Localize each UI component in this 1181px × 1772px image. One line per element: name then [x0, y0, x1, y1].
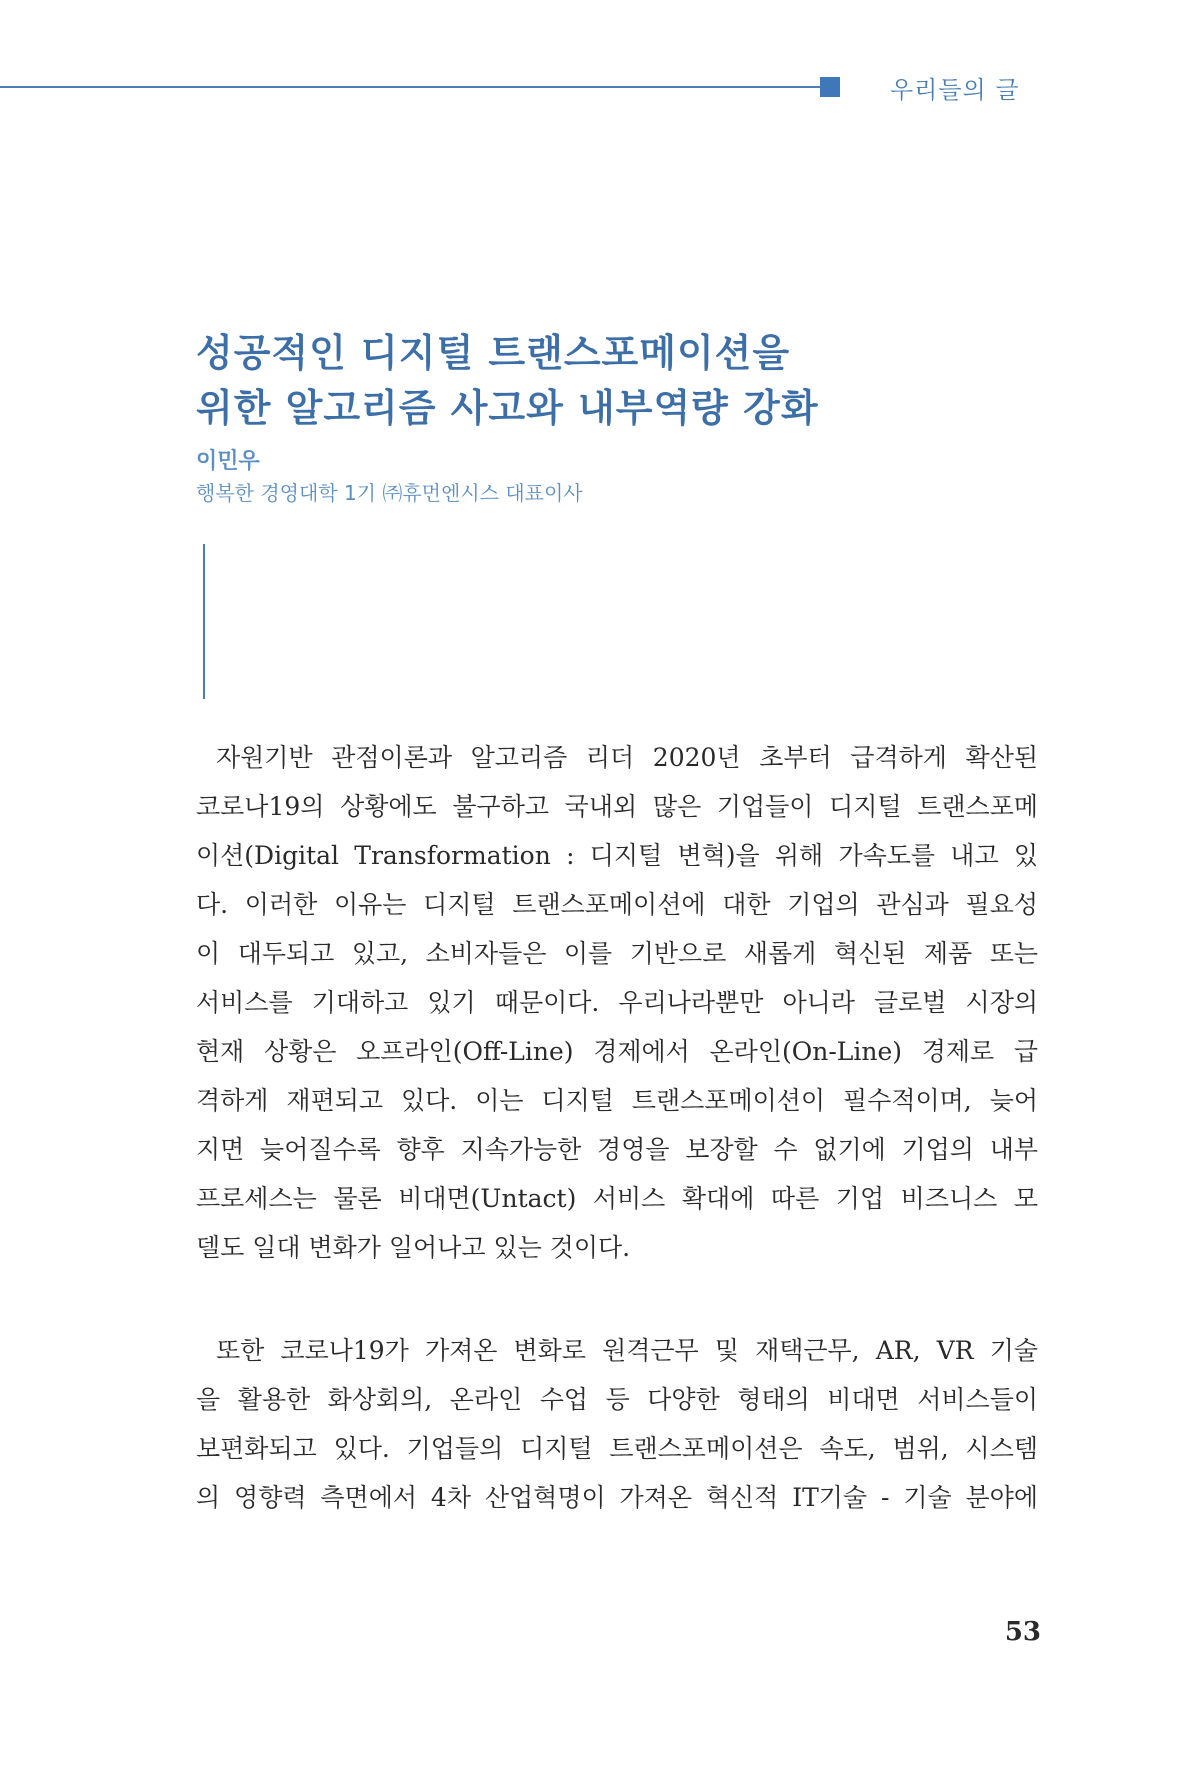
page-number: 53	[1004, 1617, 1041, 1647]
paragraph-line: 델도 일대 변화가 일어나고 있는 것이다.	[196, 1233, 631, 1262]
section-label: 우리들의 글	[890, 76, 1020, 104]
paragraph-line: 의 영향력 측면에서 4차 산업혁명이 가져온 혁신적 IT기술 - 기술 분야에	[196, 1483, 1038, 1512]
author-name: 이민우	[196, 449, 260, 474]
paragraph-line: 격하게 재편되고 있다. 이는 디지털 트랜스포메이션이 필수적이며, 늦어	[196, 1086, 1038, 1115]
paragraph-line: 서비스를 기대하고 있기 때문이다. 우리나라뿐만 아니라 글로벌 시장의	[196, 988, 1038, 1017]
article-title-line-1: 성공적인 디지털 트랜스포메이션을	[196, 331, 791, 375]
paragraph-line: 이 대두되고 있고, 소비자들은 이를 기반으로 새롭게 혁신된 제품 또는	[196, 939, 1038, 968]
paragraph-line: 지면 늦어질수록 향후 지속가능한 경영을 보장할 수 없기에 기업의 내부	[196, 1135, 1038, 1164]
paragraph-line: 코로나19의 상황에도 불구하고 국내외 많은 기업들이 디지털 트랜스포메	[196, 792, 1038, 821]
header-rule	[0, 86, 820, 88]
paragraph-2	[196, 1326, 1038, 1522]
paragraph-line: 이션(Digital Transformation : 디지털 변혁)을 위해 가속도를 내고 있	[196, 841, 1038, 870]
paragraph-1	[196, 733, 1038, 1272]
paragraph-line: 보편화되고 있다. 기업들의 디지털 트랜스포메이션은 속도, 범위, 시스템	[196, 1434, 1038, 1463]
article-title	[196, 326, 1096, 436]
paragraph-line: 현재 상황은 오프라인(Off-Line) 경제에서 온라인(On-Line) 경제로 급	[196, 1037, 1038, 1066]
author-affiliation: 행복한 경영대학 1기 ㈜휴먼엔시스 대표이사	[196, 481, 583, 505]
paragraph-line: 자원기반 관점이론과 알고리즘 리더 2020년 초부터 급격하게 확산된	[216, 743, 1038, 772]
decorative-vertical-bar	[203, 544, 205, 699]
paragraph-line: 또한 코로나19가 가져온 변화로 원격근무 및 재택근무, AR, VR 기술	[216, 1336, 1038, 1365]
paragraph-line: 프로세스는 물론 비대면(Untact) 서비스 확대에 따른 기업 비즈니스 모	[196, 1184, 1038, 1213]
header-square-marker	[820, 77, 840, 97]
paragraph-line: 다. 이러한 이유는 디지털 트랜스포메이션에 대한 기업의 관심과 필요성	[196, 890, 1038, 919]
article-title-line-2: 위한 알고리즘 사고와 내부역량 강화	[196, 386, 819, 430]
paragraph-line: 을 활용한 화상회의, 온라인 수업 등 다양한 형태의 비대면 서비스들이	[196, 1385, 1038, 1414]
